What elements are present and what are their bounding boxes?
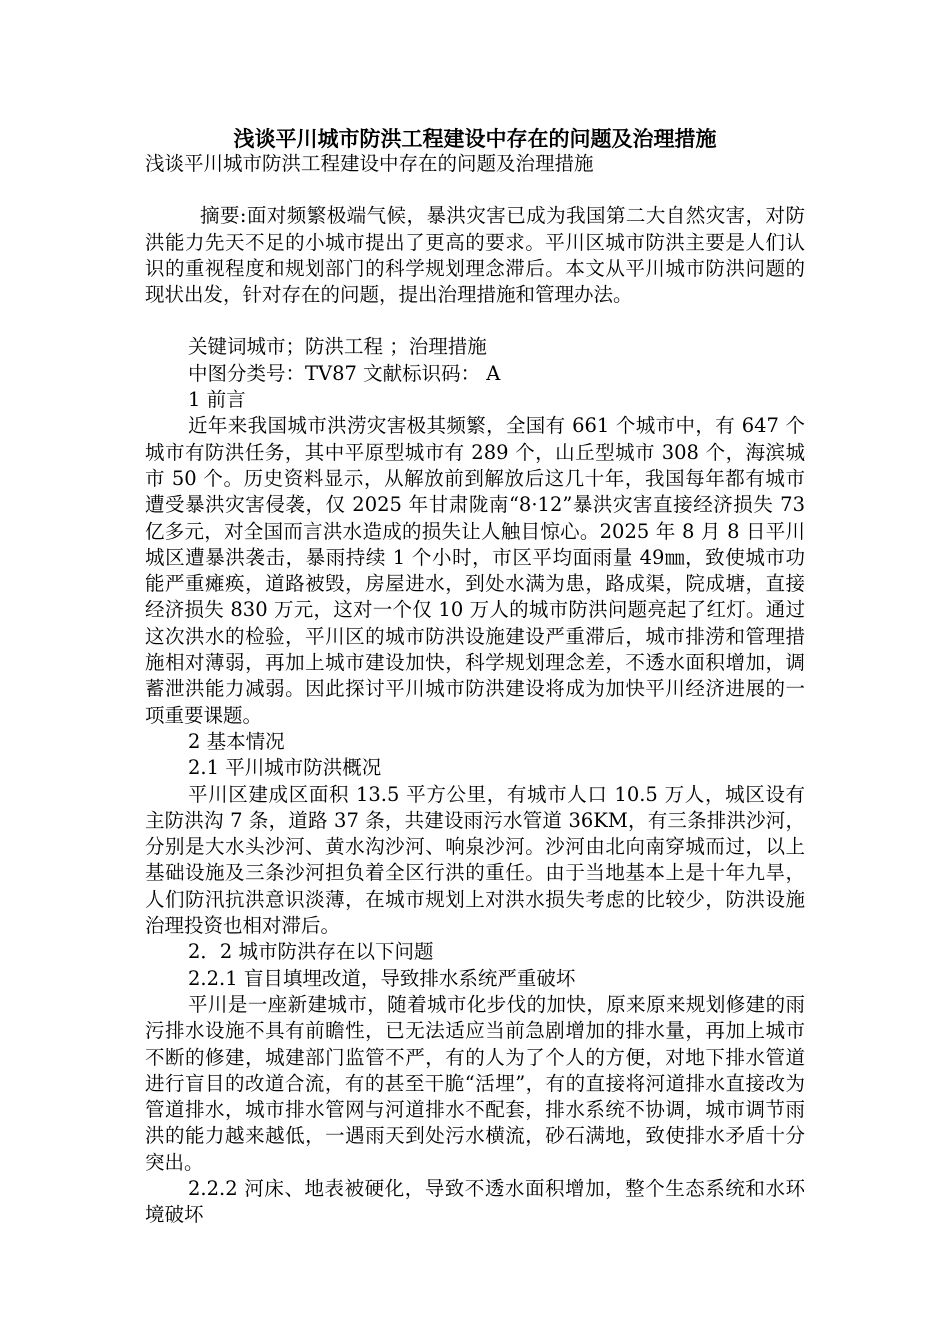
section-heading: 2.1 平川城市防洪概况 [188, 756, 382, 780]
body-paragraph: 平川是一座新建城市，随着城市化步伐的加快，原来原来规划修建的雨污排水设施不具有前瞻性，已无法适应当前急剧增加的排水量，再加上城市不断的修建，城建部门监管不严，有的人为了个人的方便，对地下排水管道进行盲目的改道合流，有的甚至干脆“活埋”，有的直接将河道排水直接改为管道排水，城市排水管网与河道排水不配套，排水系统不协调，城市调节雨洪的能力越来越低，一遇雨天到处污水横流，砂石满地，致使排水矛盾十分突出。 [145, 992, 805, 1174]
body-paragraph: 平川区建成区面积 13.5 平方公里，有城市人口 10.5 万人，城区设有主防洪沟 7 条，道路 37 条，共建设雨污水管道 36KM，有三条排洪沙河，分别是大水头沙河、黄水沟沙河、响泉沙河。沙河由北向南穿城而过，以上基础设施及三条沙河担负着全区行洪的重任。由于当地基本上是十年九旱，人们防汛抗洪意识淡薄，在城市规划上对洪水损失考虑的比较少，防洪设施治理投资也相对滞后。 [145, 782, 805, 938]
body-paragraph: 近年来我国城市洪涝灾害极其频繁，全国有 661 个城市中，有 647 个城市有防洪任务，其中平原型城市有 289 个，山丘型城市 308 个，海滨城市 50 个。历史资料显示，从解放前到解放后这几十年，我国每年都有城市遭受暴洪灾害侵袭，仅 2025 年甘肃陇南“8·12”暴洪灾害直接经济损失 73 亿多元，对全国而言洪水造成的损失让人触目惊心。2025 年 8 月 8 日平川城区遭暴洪袭击，暴雨持续 1 个小时，市区平均面雨量 49㎜，致使城市功能严重瘫痪，道路被毁，房屋进水，到处水满为患，路成渠，院成塘，直接经济损失 830 万元，这对一个仅 10 万人的城市防洪问题亮起了红灯。通过这次洪水的检验，平川区的城市防洪设施建设严重滞后，城市排涝和管理措施相对薄弱，再加上城市建设加快，科学规划理念差，不透水面积增加，调蓄泄洪能力减弱。因此探讨平川城市防洪建设将成为加快平川经济进展的一项重要课题。 [145, 414, 805, 727]
abstract-paragraph: 摘要:面对频繁极端气候，暴洪灾害已成为我国第二大自然灾害，对防洪能力先天不足的小城市提出了更高的要求。平川区城市防洪主要是人们认识的重视程度和规划部门的科学规划理念滞后。本文从平川城市防洪问题的现状出发，针对存在的问题，提出治理措施和管理办法。 [145, 204, 805, 307]
section-heading: 2.2.1 盲目填埋改道，导致排水系统严重破坏 [188, 966, 576, 990]
section-heading: 2 基本情况 [188, 729, 285, 753]
document-subtitle: 浅谈平川城市防洪工程建设中存在的问题及治理措施 [145, 152, 594, 175]
document-body [145, 151, 805, 1229]
section-heading: 2．2 城市防洪存在以下问题 [188, 940, 434, 964]
classification-line: 中图分类号：TV87 文献标识码： A [188, 361, 501, 385]
section-heading: 2.2.2 河床、地表被硬化，导致不透水面积增加，整个生态系统和水环境破坏 [145, 1176, 805, 1227]
document-title: 浅谈平川城市防洪工程建设中存在的问题及治理措施 [233, 126, 717, 151]
keywords-line: 关键词城市；防洪工程 ；治理措施 [188, 335, 487, 359]
section-heading: 1 前言 [188, 388, 246, 412]
